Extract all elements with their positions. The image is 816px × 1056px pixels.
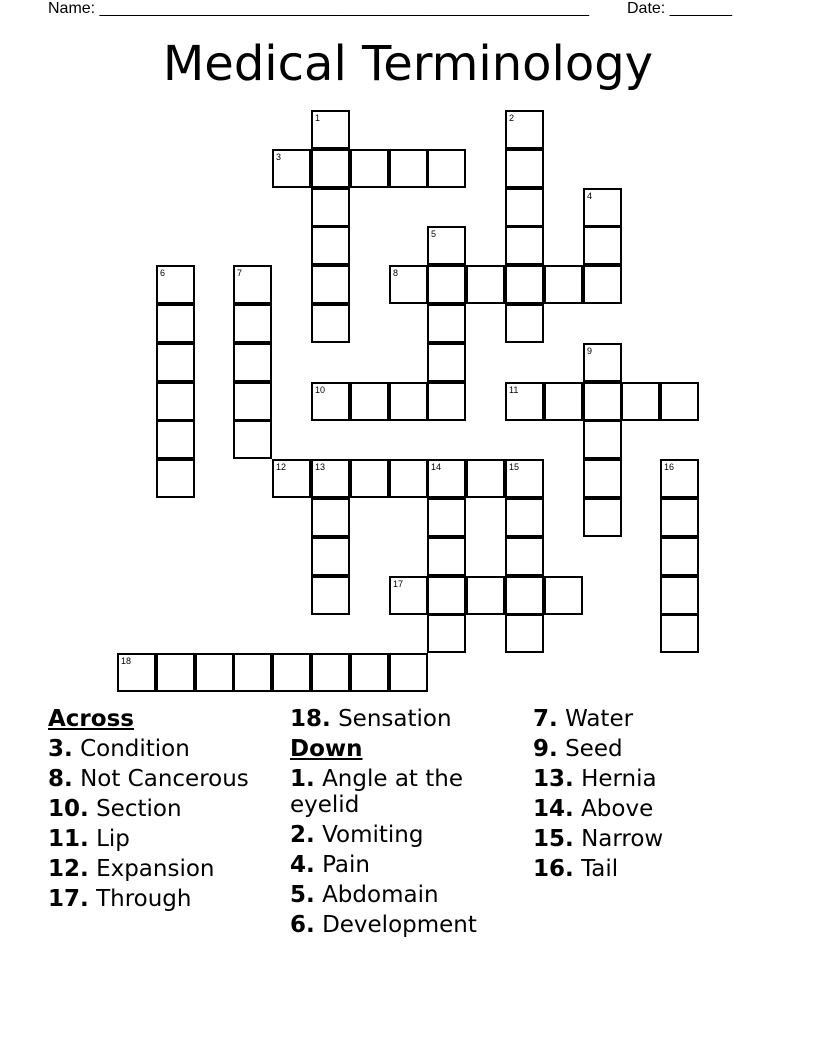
grid-cell[interactable]: [427, 382, 466, 421]
grid-cell[interactable]: [583, 226, 622, 265]
clue-down-15: 15. Narrow: [533, 826, 664, 852]
page-title: Medical Terminology: [162, 36, 654, 92]
clue-across-8: 8. Not Cancerous: [48, 766, 249, 792]
grid-cell[interactable]: [427, 304, 466, 343]
grid-cell[interactable]: [389, 149, 428, 188]
grid-cell[interactable]: [233, 382, 272, 421]
grid-cell[interactable]: [272, 653, 311, 692]
clue-across-18: 18. Sensation: [290, 706, 452, 732]
grid-cell[interactable]: [156, 265, 195, 304]
grid-cell[interactable]: [660, 576, 699, 615]
grid-cell[interactable]: [156, 459, 195, 498]
clue-down-1: 1. Angle at the eyelid: [290, 766, 463, 818]
clue-number: 10: [315, 385, 326, 395]
down-heading: Down: [290, 736, 363, 762]
date-field-label: Date: _______: [627, 0, 732, 17]
grid-cell[interactable]: [505, 188, 544, 227]
grid-cell[interactable]: [156, 343, 195, 382]
grid-cell[interactable]: [505, 149, 544, 188]
grid-cell[interactable]: [350, 459, 389, 498]
grid-cell[interactable]: [156, 304, 195, 343]
grid-cell[interactable]: [350, 149, 389, 188]
grid-cell[interactable]: [427, 498, 466, 537]
clue-down-16: 16. Tail: [533, 856, 619, 882]
grid-cell[interactable]: [427, 343, 466, 382]
grid-cell[interactable]: [427, 226, 466, 265]
grid-cell[interactable]: [272, 149, 311, 188]
grid-cell[interactable]: [583, 459, 622, 498]
grid-cell[interactable]: [621, 382, 660, 421]
clue-column-3: [533, 704, 768, 884]
clue-across-3: 3. Condition: [48, 736, 190, 762]
grid-cell[interactable]: [233, 343, 272, 382]
clue-number: 12: [276, 462, 287, 472]
grid-cell[interactable]: [311, 110, 350, 149]
clue-down-5: 5. Abdomain: [290, 882, 439, 908]
grid-cell[interactable]: [505, 498, 544, 537]
grid-cell[interactable]: [466, 576, 505, 615]
grid-cell[interactable]: [505, 304, 544, 343]
clue-across-12: 12. Expansion: [48, 856, 215, 882]
clue-down-2: 2. Vomiting: [290, 822, 424, 848]
grid-cell[interactable]: [389, 382, 428, 421]
grid-cell[interactable]: [233, 304, 272, 343]
grid-cell[interactable]: [311, 498, 350, 537]
grid-cell[interactable]: [505, 110, 544, 149]
grid-cell[interactable]: [427, 149, 466, 188]
grid-cell[interactable]: [583, 343, 622, 382]
grid-cell[interactable]: [311, 653, 350, 692]
clue-down-13: 13. Hernia: [533, 766, 657, 792]
grid-cell[interactable]: [583, 382, 622, 421]
grid-cell[interactable]: [389, 265, 428, 304]
grid-cell[interactable]: [505, 459, 544, 498]
grid-cell[interactable]: [117, 653, 156, 692]
grid-cell[interactable]: [427, 265, 466, 304]
clue-number: 11: [509, 385, 519, 395]
grid-cell[interactable]: [427, 459, 466, 498]
clue-number: 16: [664, 462, 675, 472]
grid-cell[interactable]: [311, 576, 350, 615]
across-heading: Across: [48, 706, 134, 732]
clue-number: 1: [315, 113, 321, 123]
grid-cell[interactable]: [156, 653, 195, 692]
clue-column-2: [290, 704, 525, 940]
grid-cell[interactable]: [583, 420, 622, 459]
clue-number: 15: [509, 462, 520, 472]
grid-cell[interactable]: [272, 459, 311, 498]
grid-cell[interactable]: [311, 537, 350, 576]
grid-cell[interactable]: [660, 614, 699, 653]
grid-cell[interactable]: [660, 498, 699, 537]
grid-cell[interactable]: [156, 420, 195, 459]
grid-cell[interactable]: [156, 382, 195, 421]
clue-number: 2: [509, 113, 515, 123]
grid-cell[interactable]: [544, 576, 583, 615]
grid-cell[interactable]: [583, 188, 622, 227]
grid-cell[interactable]: [505, 614, 544, 653]
clue-across-17: 17. Through: [48, 886, 192, 912]
clue-down-7: 7. Water: [533, 706, 634, 732]
grid-cell[interactable]: [427, 537, 466, 576]
clue-number: 4: [587, 191, 593, 201]
grid-cell[interactable]: [505, 537, 544, 576]
grid-cell[interactable]: [350, 382, 389, 421]
grid-cell[interactable]: [427, 614, 466, 653]
grid-cell[interactable]: [311, 382, 350, 421]
grid-cell[interactable]: [389, 576, 428, 615]
grid-cell[interactable]: [466, 265, 505, 304]
grid-cell[interactable]: [505, 265, 544, 304]
clue-column-1: [48, 704, 283, 914]
grid-cell[interactable]: [427, 576, 466, 615]
grid-cell[interactable]: [505, 382, 544, 421]
grid-cell[interactable]: [583, 498, 622, 537]
clue-number: 3: [276, 152, 282, 162]
grid-cell[interactable]: [466, 459, 505, 498]
grid-cell[interactable]: [389, 653, 428, 692]
grid-cell[interactable]: [505, 226, 544, 265]
clue-number: 6: [160, 268, 166, 278]
clue-number: 18: [121, 656, 132, 666]
grid-cell[interactable]: [544, 265, 583, 304]
grid-cell[interactable]: [660, 537, 699, 576]
grid-cell[interactable]: [311, 265, 350, 304]
grid-cell[interactable]: [311, 188, 350, 227]
clue-number: 14: [431, 462, 442, 472]
grid-cell[interactable]: [233, 265, 272, 304]
grid-cell[interactable]: [311, 149, 350, 188]
grid-cell[interactable]: [544, 382, 583, 421]
clue-down-9: 9. Seed: [533, 736, 623, 762]
clue-number: 9: [587, 346, 593, 356]
grid-cell[interactable]: [311, 226, 350, 265]
clue-number: 7: [237, 268, 243, 278]
grid-cell[interactable]: [195, 653, 234, 692]
clue-down-14: 14. Above: [533, 796, 654, 822]
clue-number: 5: [431, 229, 437, 239]
grid-cell[interactable]: [311, 304, 350, 343]
grid-cell[interactable]: [583, 265, 622, 304]
grid-cell[interactable]: [660, 459, 699, 498]
grid-cell[interactable]: [389, 459, 428, 498]
clue-number: 13: [315, 462, 326, 472]
grid-cell[interactable]: [311, 459, 350, 498]
grid-cell[interactable]: [660, 382, 699, 421]
grid-cell[interactable]: [505, 576, 544, 615]
clue-down-6: 6. Development: [290, 912, 477, 938]
clue-across-11: 11. Lip: [48, 826, 130, 852]
clue-number: 8: [393, 268, 399, 278]
clue-across-10: 10. Section: [48, 796, 182, 822]
grid-cell[interactable]: [350, 653, 389, 692]
grid-cell[interactable]: [233, 420, 272, 459]
name-field-label: Name: _______________________________________________________: [48, 0, 589, 17]
clue-down-4: 4. Pain: [290, 852, 370, 878]
clue-number: 17: [393, 579, 404, 589]
grid-cell[interactable]: [233, 653, 272, 692]
